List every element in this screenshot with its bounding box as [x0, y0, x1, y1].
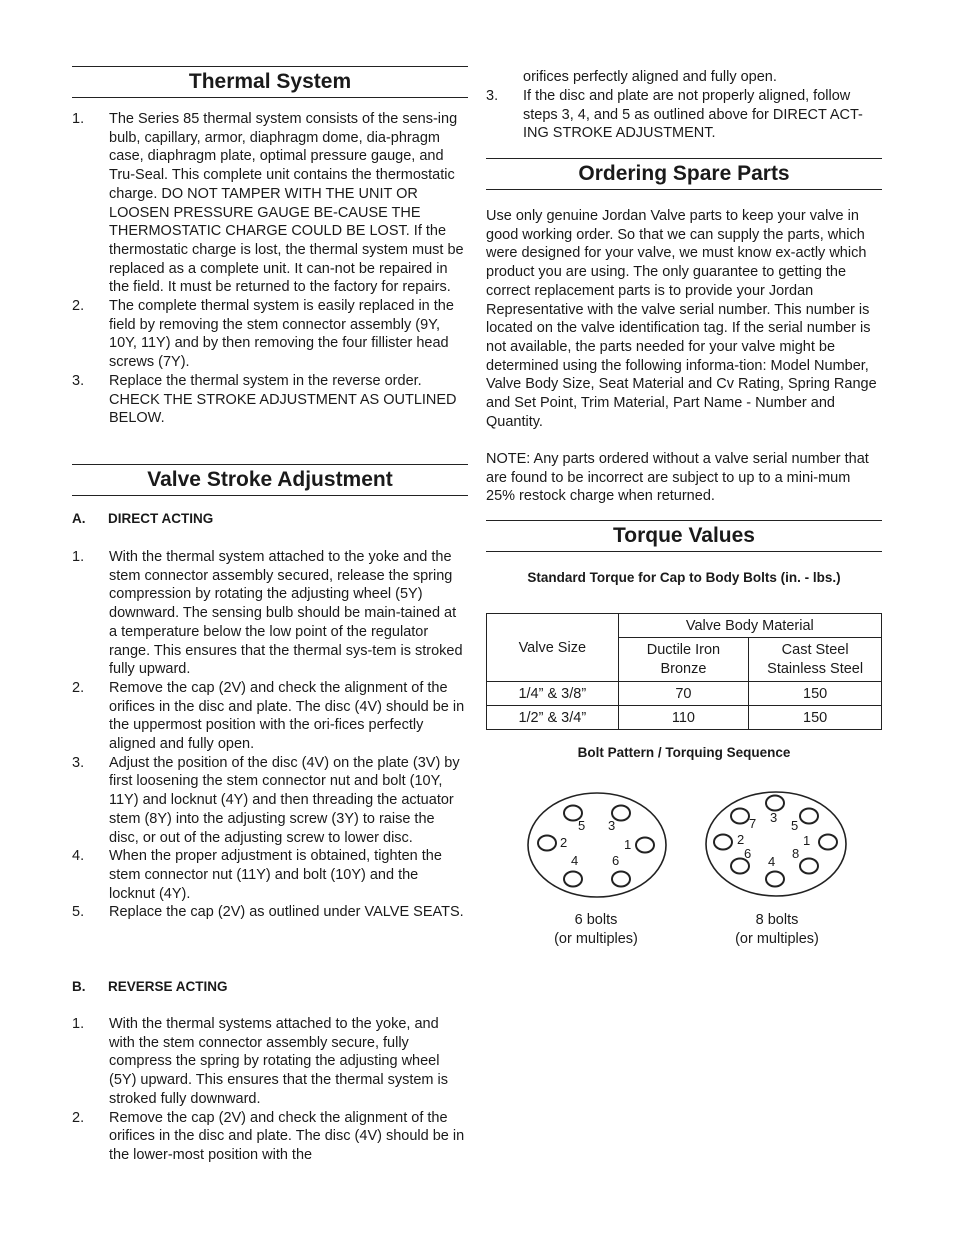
item-text: Remove the cap (2V) and check the alignment of the orifices in the disc and plate. The disc (4V) should be in the lower-most position with the — [109, 1109, 465, 1163]
list-item — [72, 847, 468, 903]
list-item — [72, 754, 468, 848]
thermal-system-list — [72, 110, 468, 428]
ordering-spare-parts-heading: Ordering Spare Parts — [486, 158, 882, 190]
bolt-hole — [800, 809, 818, 824]
eight-bolt-label — [707, 911, 847, 949]
item-number: 1. — [72, 1016, 85, 1032]
bolt-number: 7 — [749, 816, 757, 831]
item-number: 2. — [72, 1109, 85, 1126]
item-text: With the thermal system attached to the yoke and the stem connector assembly secured, release the spring compression by rotating the adjusting wheel (5Y) downward. The sensing bulb should be main-tained at a temperature below the low point of the regulator range. This ensures that the thermal sys-tem is stroked fully upward. — [109, 549, 463, 678]
list-item — [72, 679, 468, 754]
item-number: 2. — [72, 298, 85, 315]
bolt-number: 3 — [770, 810, 778, 825]
valve-body-material-header: Valve Body Material — [618, 614, 881, 638]
item-number: 1. — [72, 549, 85, 565]
bolt-hole — [636, 838, 654, 853]
bolt-hole — [714, 835, 732, 850]
bolt-number: 5 — [791, 818, 799, 833]
value-cell: 110 — [618, 706, 749, 730]
eight-bolt-pattern-diagram — [702, 786, 850, 903]
thermal-system-heading: Thermal System — [72, 66, 468, 98]
bolt-number: 2 — [560, 835, 568, 850]
bolt-hole — [564, 872, 582, 887]
bolt-hole — [819, 835, 837, 850]
bolt-number: 6 — [744, 846, 752, 861]
cast-steel-stainless-header — [749, 638, 882, 682]
torque-values-heading: Torque Values — [486, 520, 882, 552]
table-row — [487, 682, 882, 706]
value-cell: 70 — [618, 682, 749, 706]
item-text: If the disc and plate are not properly aligned, follow steps 3, 4, and 5 as outlined above for DIRECT ACT-ING STROKE ADJUSTMENT. — [523, 88, 863, 142]
header-line: Cast Steel — [781, 641, 849, 658]
item-text: Remove the cap (2V) and check the alignment of the orifices in the disc and plate. The disc (4V) should be in the uppermost position with the ori-fices perfectly aligned and fully open. — [109, 679, 465, 753]
bolt-number: 4 — [571, 853, 579, 868]
reverse-acting-list-continued — [486, 87, 882, 143]
item-number: 2. — [72, 679, 85, 696]
item-text: The complete thermal system is easily replaced in the field by removing the stem connector assembly (9Y, 10Y, 11Y) and by then removing the four fillister head screws (7Y). — [109, 298, 454, 371]
header-line: Bronze — [660, 660, 707, 677]
size-cell: 1/2” & 3/4” — [487, 706, 619, 730]
size-cell: 1/4” & 3/8” — [487, 682, 619, 706]
ordering-note: NOTE: Any parts ordered without a valve serial number that are found to be incorrect are subject to up to a mini-mum 25% restock charge when returned. — [486, 451, 869, 505]
bolt-number: 3 — [608, 818, 616, 833]
list-item — [72, 903, 468, 922]
flange-outline — [706, 792, 846, 896]
subheading-label: DIRECT ACTING — [108, 511, 214, 526]
bolt-number: 8 — [792, 846, 800, 861]
list-item — [72, 110, 468, 297]
item-number: 5. — [72, 904, 85, 921]
list-item — [72, 372, 468, 428]
valve-stroke-heading: Valve Stroke Adjustment — [72, 464, 468, 496]
bolt-label-text: 6 bolts — [574, 912, 618, 928]
item-number: 3. — [72, 754, 85, 771]
reverse-acting-subheading — [72, 979, 228, 994]
bolt-label-sub: (or multiples) — [735, 931, 819, 947]
table-row — [487, 706, 882, 730]
item-number: 3. — [72, 372, 85, 389]
list-item — [486, 87, 882, 143]
subheading-letter: A. — [72, 511, 86, 526]
bolt-label-sub: (or multiples) — [554, 931, 638, 947]
header-line: Stainless Steel — [767, 660, 864, 677]
bolt-pattern-caption: Bolt Pattern / Torquing Sequence — [577, 745, 791, 760]
bolt-hole — [538, 836, 556, 851]
list-item — [72, 548, 468, 679]
item-text: Replace the cap (2V) as outlined under VALVE SEATS. — [109, 904, 464, 921]
bolt-hole — [766, 872, 784, 887]
bolt-number: 2 — [737, 832, 745, 847]
torque-caption: Standard Torque for Cap to Body Bolts (in. - lbs.) — [527, 570, 841, 585]
bolt-number: 1 — [803, 833, 811, 848]
bolt-number: 5 — [578, 818, 586, 833]
bolt-number: 4 — [768, 854, 776, 869]
item-text: The Series 85 thermal system consists of the sens-ing bulb, capillary, armor, diaphragm dome, dia-phragm case, diaphragm plate, optimal pressure gauge, and Tru-Seal. This complete unit contains the thermostatic charge. DO NOT TAMPER WITH THE UNIT OR LOOSEN PRESSURE GAUGE BE-CAUSE THE THERMOSTATIC CHARGE COULD BE LOST. If the thermostatic charge is lost, the thermal system must be replaced as a complete unit. It can-not be repaired in the field. It must be returned to the factory for repairs. — [109, 111, 464, 296]
subheading-letter: B. — [72, 979, 86, 994]
bolt-hole — [800, 859, 818, 874]
item-text: With the thermal systems attached to the yoke, and with the stem connector assembly secure, fully compress the spring by rotating the adjusting wheel (5Y) upward. This ensures that the thermal system is stroked fully downward. — [109, 1016, 449, 1107]
six-bolt-label — [526, 911, 666, 949]
bolt-number: 1 — [624, 837, 632, 852]
bolt-hole — [612, 872, 630, 887]
header-line: Ductile Iron — [646, 641, 721, 658]
six-bolt-pattern-diagram — [526, 788, 671, 903]
reverse-acting-list — [72, 1015, 468, 1165]
list-item — [72, 1015, 468, 1109]
flange-outline — [528, 793, 666, 897]
item-number: 1. — [72, 111, 85, 127]
item-number: 3. — [486, 88, 499, 104]
value-cell: 150 — [749, 706, 882, 730]
direct-acting-subheading — [72, 511, 213, 526]
list-item — [72, 297, 468, 372]
bolt-number: 6 — [612, 853, 620, 868]
item-number: 4. — [72, 848, 85, 865]
torque-table — [486, 613, 882, 730]
bolt-hole — [731, 809, 749, 824]
subheading-label: REVERSE ACTING — [108, 979, 228, 994]
ordering-paragraph: Use only genuine Jordan Valve parts to keep your valve in good working order. So that we can supply the parts, which were designed for your valve, we must know ex-actly which product you are using. The only guarantee to getting the correct replacement parts is to provide your Jordan Representative with the valve serial number. This number is located on the valve identification tag. If the serial number is not available, the parts needed for your valve might be determined using the following informa-tion: Model Number, Valve Body Size, Seat Material and Cv Rating, Spring Range and Set Point, Trim Material, Part Name - Number and Quantity. — [486, 208, 877, 430]
bolt-hole — [766, 796, 784, 811]
list-item — [72, 1109, 468, 1165]
ductile-iron-bronze-header — [618, 638, 749, 682]
bolt-label-text: 8 bolts — [755, 912, 799, 928]
item-text: Adjust the position of the disc (4V) on the plate (3V) by first loosening the stem connector nut and bolt (10Y, 11Y) and locknut (4Y) and then threading the actuator stem (8Y) into the adjusting screw (3Y) to raise the disc, or out of the adjusting screw to lower disc. — [109, 754, 460, 846]
direct-acting-list — [72, 548, 468, 922]
reverse-acting-continuation: orifices perfectly aligned and fully open. — [523, 69, 777, 85]
value-cell: 150 — [749, 682, 882, 706]
item-text: When the proper adjustment is obtained, tighten the stem connector nut (11Y) and bolt (10Y) and the locknut (4Y). — [109, 848, 442, 902]
valve-size-header: Valve Size — [487, 614, 619, 682]
item-text: Replace the thermal system in the reverse order. CHECK THE STROKE ADJUSTMENT AS OUTLINED BELOW. — [109, 372, 457, 427]
